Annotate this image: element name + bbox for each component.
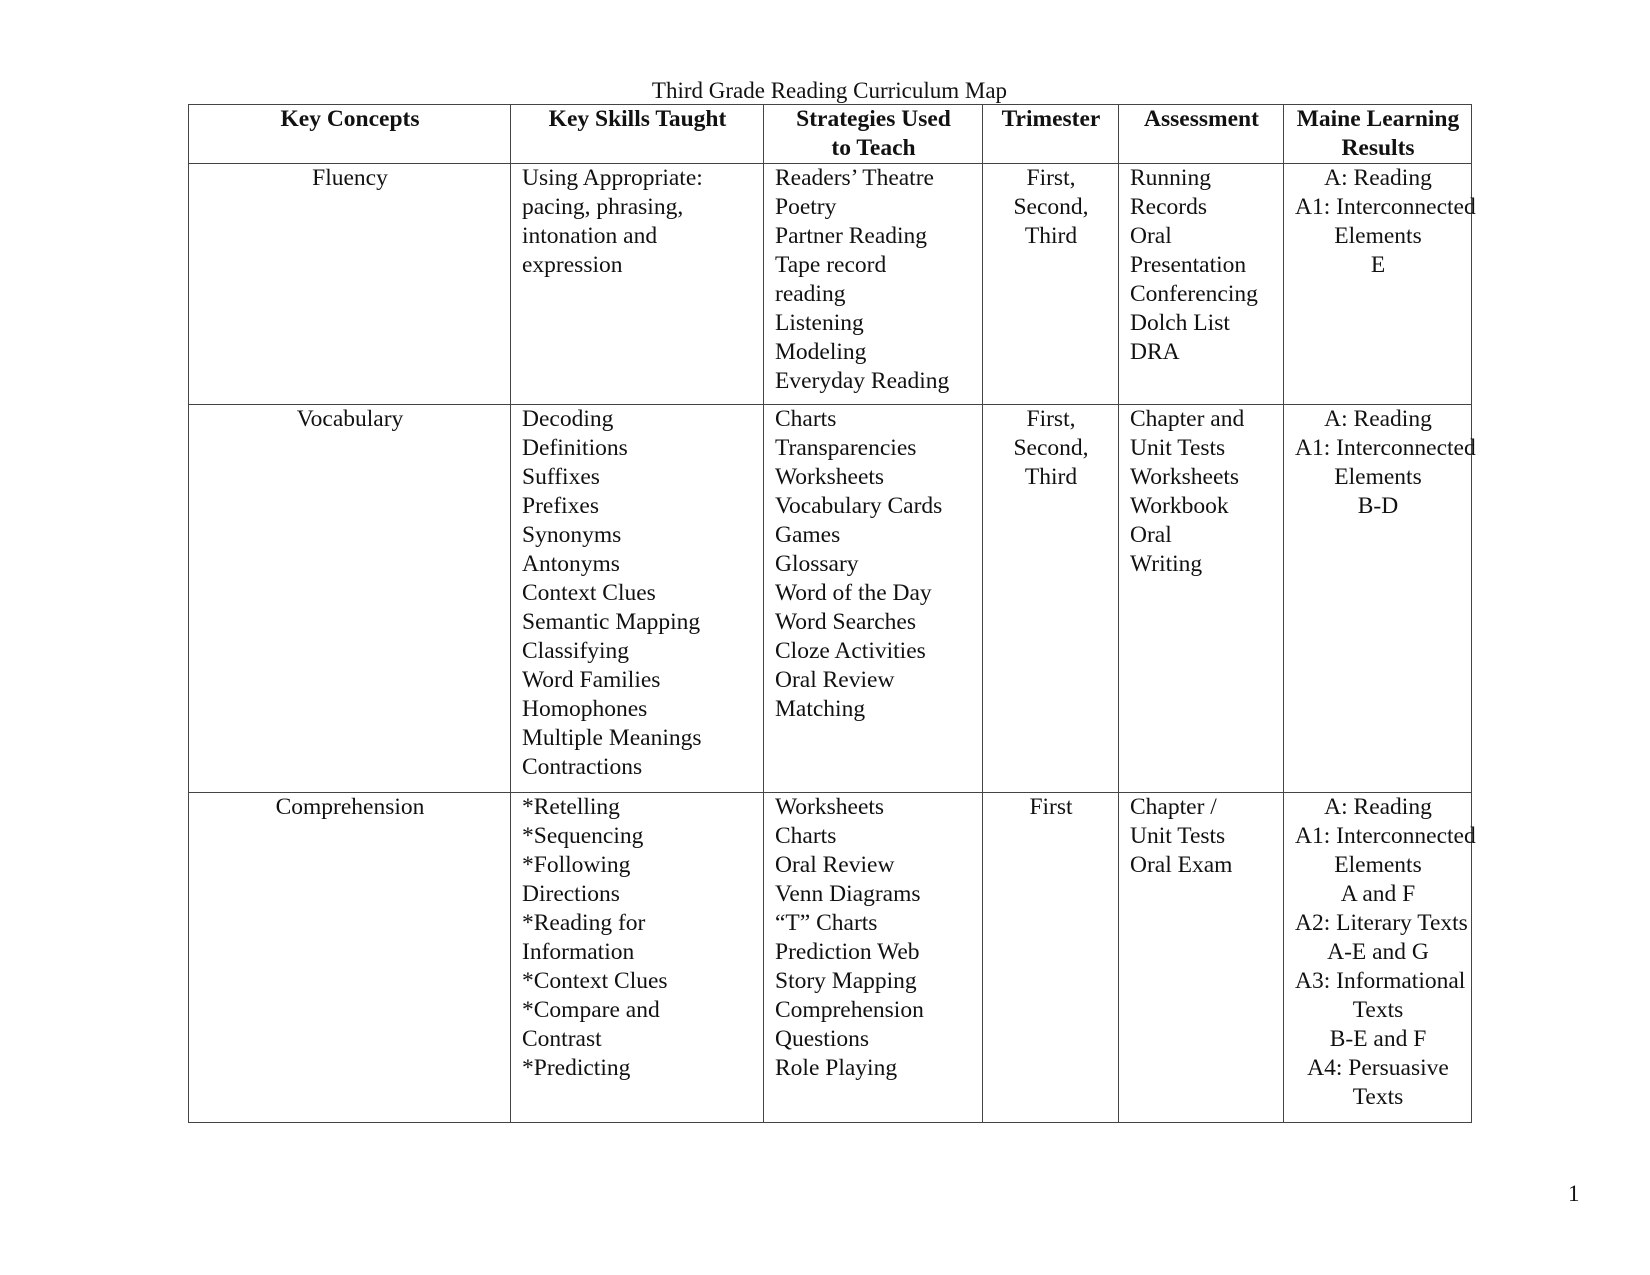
cell-strategies bbox=[764, 793, 983, 1123]
cell-key-concept bbox=[189, 793, 511, 1123]
cell-line: Presentation bbox=[1130, 252, 1247, 278]
header-line: Maine Learning bbox=[1296, 106, 1460, 132]
cell-line: Decoding bbox=[522, 406, 614, 432]
cell-line: Prediction Web bbox=[775, 939, 920, 965]
cell-line: A and F bbox=[1340, 881, 1416, 907]
cell-line: *Retelling bbox=[522, 794, 620, 820]
cell-line: expression bbox=[522, 252, 623, 278]
cell-line: “T” Charts bbox=[775, 910, 878, 936]
cell-line: intonation and bbox=[522, 223, 658, 249]
cell-line: *Reading for bbox=[522, 910, 646, 936]
header-trimester bbox=[983, 105, 1119, 164]
cell-line: Oral Review bbox=[775, 667, 895, 693]
cell-line: Third bbox=[1024, 464, 1078, 490]
cell-line: pacing, phrasing, bbox=[522, 194, 684, 220]
cell-line: Poetry bbox=[775, 194, 837, 220]
cell-line: Word of the Day bbox=[775, 580, 932, 606]
cell-trimester bbox=[983, 793, 1119, 1123]
cell-line: Everyday Reading bbox=[775, 368, 950, 394]
cell-line: Records bbox=[1130, 194, 1208, 220]
header-line: Key Concepts bbox=[280, 106, 420, 132]
cell-line: A3: Informational bbox=[1295, 968, 1466, 994]
cell-line: Conferencing bbox=[1130, 281, 1258, 307]
cell-assessment bbox=[1119, 405, 1284, 793]
table-row-vocabulary bbox=[189, 405, 1472, 793]
cell-line: Unit Tests bbox=[1130, 823, 1226, 849]
cell-line: *Following bbox=[522, 852, 631, 878]
cell-line: Oral Review bbox=[775, 852, 895, 878]
cell-line: Listening bbox=[775, 310, 864, 336]
cell-assessment bbox=[1119, 793, 1284, 1123]
cell-key-concept bbox=[189, 405, 511, 793]
cell-line: Readers’ Theatre bbox=[775, 165, 934, 191]
cell-line: Glossary bbox=[775, 551, 859, 577]
cell-line: Context Clues bbox=[522, 580, 656, 606]
cell-line: Games bbox=[775, 522, 841, 548]
cell-line: Contrast bbox=[522, 1026, 602, 1052]
cell-line: Worksheets bbox=[1130, 464, 1240, 490]
cell-line: Fluency bbox=[312, 165, 388, 191]
cell-line: *Predicting bbox=[522, 1055, 631, 1081]
cell-line: Comprehension bbox=[775, 997, 924, 1023]
header-line: to Teach bbox=[831, 135, 916, 161]
cell-line: reading bbox=[775, 281, 846, 307]
header-strategies-used bbox=[764, 105, 983, 164]
cell-line: Dolch List bbox=[1130, 310, 1230, 336]
cell-trimester bbox=[983, 405, 1119, 793]
cell-line: Writing bbox=[1130, 551, 1203, 577]
cell-line: First bbox=[1029, 794, 1073, 820]
cell-line: Texts bbox=[1352, 997, 1404, 1023]
cell-line: Second, bbox=[1013, 194, 1089, 220]
cell-line: Antonyms bbox=[522, 551, 620, 577]
cell-line: Multiple Meanings bbox=[522, 725, 702, 751]
cell-line: Charts bbox=[775, 406, 837, 432]
cell-line: First, bbox=[1026, 406, 1076, 432]
cell-line: Prefixes bbox=[522, 493, 600, 519]
header-assessment bbox=[1119, 105, 1284, 164]
cell-learning-results bbox=[1284, 164, 1476, 405]
cell-line: Information bbox=[522, 939, 635, 965]
cell-strategies bbox=[764, 164, 983, 405]
cell-line: Semantic Mapping bbox=[522, 609, 701, 635]
document-title: Third Grade Reading Curriculum Map bbox=[651, 78, 1008, 103]
cell-line: A1: Interconnected bbox=[1295, 435, 1476, 461]
cell-line: Modeling bbox=[775, 339, 867, 365]
header-line: Results bbox=[1341, 135, 1415, 161]
cell-line: Oral bbox=[1130, 522, 1172, 548]
cell-line: Classifying bbox=[522, 638, 630, 664]
cell-line: Oral bbox=[1130, 223, 1172, 249]
cell-line: Venn Diagrams bbox=[775, 881, 921, 907]
cell-line: A2: Literary Texts bbox=[1295, 910, 1468, 936]
cell-line: Matching bbox=[775, 696, 866, 722]
cell-line: Homophones bbox=[522, 696, 648, 722]
header-line: Strategies Used bbox=[796, 106, 951, 132]
cell-key-skills bbox=[511, 164, 764, 405]
cell-line: *Context Clues bbox=[522, 968, 668, 994]
cell-line: Suffixes bbox=[522, 464, 600, 490]
cell-trimester bbox=[983, 164, 1119, 405]
cell-line: E bbox=[1370, 252, 1386, 278]
cell-strategies bbox=[764, 405, 983, 793]
cell-line: Using Appropriate: bbox=[522, 165, 703, 191]
cell-line: A1: Interconnected bbox=[1295, 823, 1476, 849]
cell-line: Workbook bbox=[1130, 493, 1229, 519]
cell-line: Charts bbox=[775, 823, 837, 849]
cell-line: A4: Persuasive bbox=[1307, 1055, 1449, 1081]
cell-learning-results bbox=[1284, 405, 1476, 793]
header-key-concepts bbox=[189, 105, 511, 164]
cell-line: Running bbox=[1130, 165, 1211, 191]
cell-line: B-E and F bbox=[1329, 1026, 1427, 1052]
cell-line: Definitions bbox=[522, 435, 628, 461]
cell-line: *Sequencing bbox=[522, 823, 644, 849]
cell-line: Comprehension bbox=[275, 794, 425, 820]
cell-line: Third bbox=[1024, 223, 1078, 249]
cell-line: A: Reading bbox=[1324, 406, 1432, 432]
cell-line: DRA bbox=[1130, 339, 1180, 365]
cell-line: First, bbox=[1026, 165, 1076, 191]
header-maine-learning-results bbox=[1284, 105, 1472, 164]
cell-line: Story Mapping bbox=[775, 968, 917, 994]
cell-key-concept bbox=[189, 164, 511, 405]
cell-key-skills bbox=[511, 793, 764, 1123]
cell-line: Synonyms bbox=[522, 522, 622, 548]
table-row-fluency bbox=[189, 164, 1472, 405]
cell-line: A-E and G bbox=[1327, 939, 1429, 965]
cell-line: A1: Interconnected bbox=[1295, 194, 1476, 220]
cell-line: Elements bbox=[1334, 223, 1422, 249]
cell-line: A: Reading bbox=[1324, 794, 1432, 820]
cell-line: Transparencies bbox=[775, 435, 917, 461]
cell-line: Texts bbox=[1352, 1084, 1404, 1110]
cell-line: Elements bbox=[1334, 852, 1422, 878]
cell-line: Partner Reading bbox=[775, 223, 928, 249]
header-line: Key Skills Taught bbox=[548, 106, 727, 132]
cell-line: Vocabulary bbox=[296, 406, 404, 432]
cell-line: Contractions bbox=[522, 754, 643, 780]
cell-line: Second, bbox=[1013, 435, 1089, 461]
header-row bbox=[189, 105, 1472, 164]
table-row-comprehension bbox=[189, 793, 1472, 1123]
cell-line: Role Playing bbox=[775, 1055, 898, 1081]
cell-key-skills bbox=[511, 405, 764, 793]
cell-line: Cloze Activities bbox=[775, 638, 926, 664]
cell-learning-results bbox=[1284, 793, 1476, 1123]
cell-assessment bbox=[1119, 164, 1284, 405]
header-line: Assessment bbox=[1144, 106, 1259, 132]
cell-line: Tape record bbox=[775, 252, 887, 278]
cell-line: Elements bbox=[1334, 464, 1422, 490]
cell-line: *Compare and bbox=[522, 997, 660, 1023]
cell-line: Unit Tests bbox=[1130, 435, 1226, 461]
cell-line: Worksheets bbox=[775, 794, 885, 820]
cell-line: Oral Exam bbox=[1130, 852, 1233, 878]
cell-line: Directions bbox=[522, 881, 620, 907]
cell-line: B-D bbox=[1357, 493, 1399, 519]
cell-line: Word Searches bbox=[775, 609, 917, 635]
cell-line: Questions bbox=[775, 1026, 869, 1052]
cell-line: Vocabulary Cards bbox=[775, 493, 943, 519]
cell-line: Chapter / bbox=[1130, 794, 1217, 820]
header-line: Trimester bbox=[1001, 106, 1101, 132]
cell-line: Chapter and bbox=[1130, 406, 1245, 432]
cell-line: Word Families bbox=[522, 667, 661, 693]
header-key-skills-taught bbox=[511, 105, 764, 164]
page-number: 1 bbox=[1568, 1181, 1580, 1206]
cell-line: A: Reading bbox=[1324, 165, 1432, 191]
curriculum-map-table bbox=[188, 104, 1476, 1123]
cell-line: Worksheets bbox=[775, 464, 885, 490]
